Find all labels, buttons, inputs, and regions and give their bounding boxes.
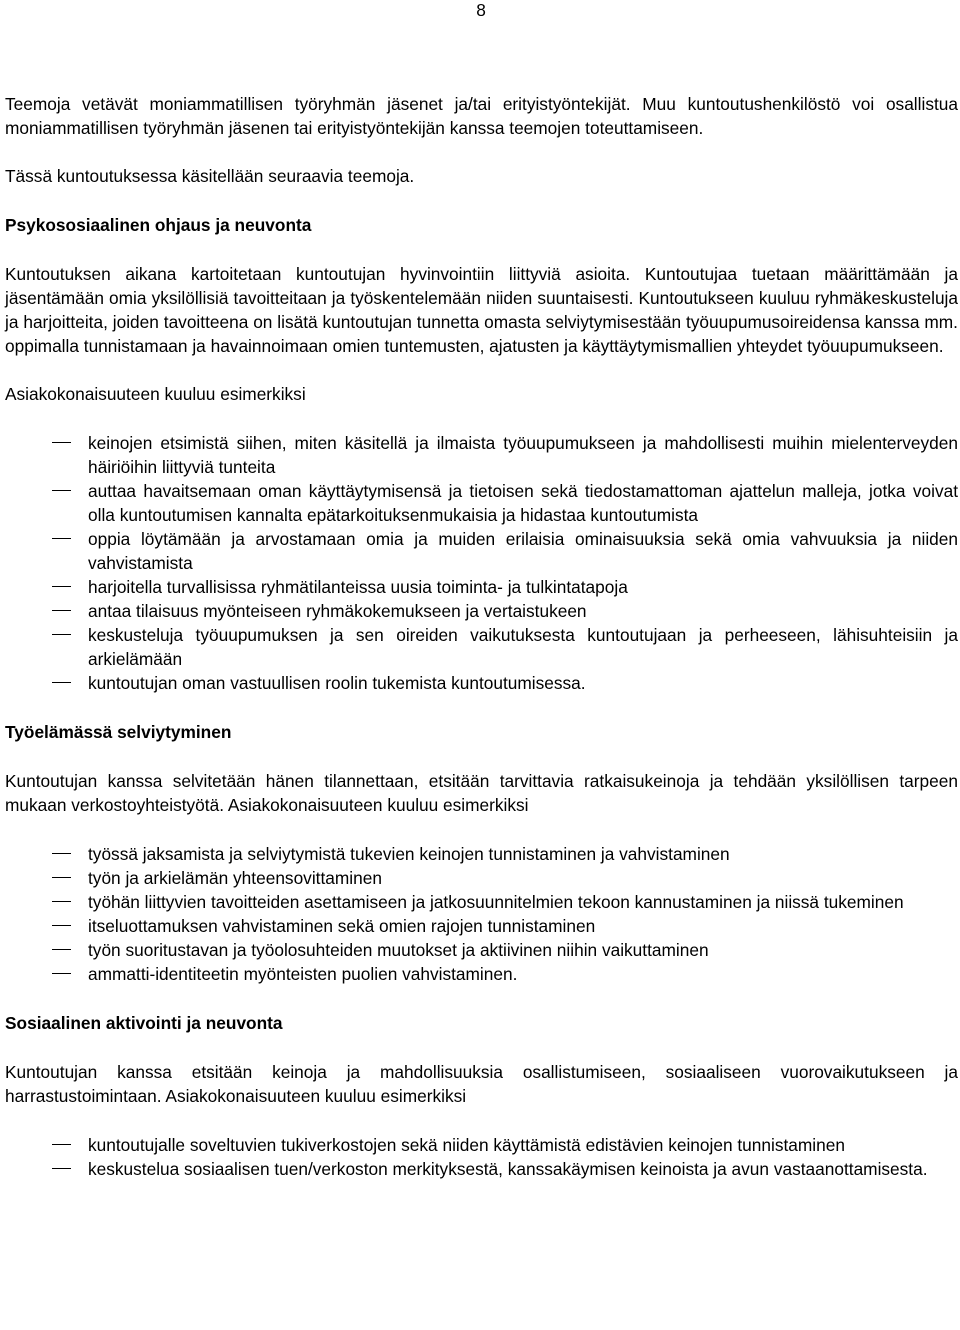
page-content	[5, 92, 958, 1181]
dash-bullet	[52, 490, 71, 491]
dash-bullet	[52, 949, 71, 950]
dash-bullet	[52, 1168, 71, 1169]
list-item: keinojen etsimistä siihen, miten käsitellä ja ilmaista työuupumukseen ja mahdollisesti muihin mielenterveyden häiriöihin liittyviä tunteita	[5, 431, 958, 479]
list-item: oppia löytämään ja arvostamaan omia ja muiden erilaisia ominaisuuksia sekä omia vahvuuksia ja niiden vahvistamista	[5, 527, 958, 575]
list-item: työssä jaksamista ja selviytymistä tukevien keinojen tunnistaminen ja vahvistaminen	[5, 842, 958, 866]
intro-paragraph: Tässä kuntoutuksessa käsitellään seuraavia teemoja.	[5, 166, 415, 186]
intro-paragraph: Teemoja vetävät moniammatillisen työryhmän jäsenet ja/tai erityistyöntekijät. Muu kuntoutushenkilöstö voi osallistua moniammatillisen työryhmän jäsenen tai erityistyöntekijän kanssa teemojen toteuttamiseen.	[5, 94, 958, 138]
list-item: keskusteluja työuupumuksen ja sen oireiden vaikutuksesta kuntoutujaan ja perheeseen, lähisuhteisiin ja arkielämään	[5, 623, 958, 671]
list-item: työn suoritustavan ja työolosuhteiden muutokset ja aktiivinen niihin vaikuttaminen	[5, 938, 958, 962]
section-body: Kuntoutujan kanssa selvitetään hänen tilannettaan, etsitään tarvittavia ratkaisukeinoja ja tehdään yksilöllisen tarpeen mukaan verkostoyhteistyötä. Asiakokonaisuuteen kuuluu esimerkiksi	[5, 771, 958, 815]
examples-intro: Asiakokonaisuuteen kuuluu esimerkiksi	[5, 384, 306, 404]
dash-bullet	[52, 682, 71, 683]
bullet-list	[5, 842, 958, 986]
section-body: Kuntoutuksen aikana kartoitetaan kuntoutujan hyvinvointiin liittyviä asioita. Kuntoutujaa tuetaan määrittämään ja jäsentämään omia yksilöllisiä tavoitteitaan ja työskentelemään niiden suuntaisesti. Kuntoutukseen kuuluu ryhmäkeskusteluja ja harjoitteita, joiden tavoitteena on lisätä kuntoutujan tunnetta omasta selviytymisestään työuupumusoireidensa kanssa mm. oppimalla tunnistamaan ja havainnoimaan omien tuntemusten, ajatusten ja käyttäytymismallien yhteydet työuupumukseen.	[5, 264, 958, 356]
dash-bullet	[52, 586, 71, 587]
dash-bullet	[52, 1144, 71, 1145]
dash-bullet	[52, 877, 71, 878]
dash-bullet	[52, 853, 71, 854]
dash-bullet	[52, 538, 71, 539]
dash-bullet	[52, 442, 71, 443]
list-item: kuntoutujan oman vastuullisen roolin tukemista kuntoutumisessa.	[5, 671, 958, 695]
list-item: itseluottamuksen vahvistaminen sekä omien rajojen tunnistaminen	[5, 914, 958, 938]
bullet-list	[5, 1133, 958, 1181]
list-item: ammatti-identiteetin myönteisten puolien vahvistaminen.	[5, 962, 958, 986]
list-item: antaa tilaisuus myönteiseen ryhmäkokemukseen ja vertaistukeen	[5, 599, 958, 623]
list-item: keskustelua sosiaalisen tuen/verkoston merkityksestä, kanssakäymisen keinoista ja avun vastaanottamisesta.	[5, 1157, 958, 1181]
list-item: työhän liittyvien tavoitteiden asettamiseen ja jatkosuunnitelmien tekoon kannustaminen ja niissä tukeminen	[5, 890, 958, 914]
page-number: 8	[476, 0, 486, 20]
dash-bullet	[52, 973, 71, 974]
list-item: auttaa havaitsemaan oman käyttäytymisensä ja tietoisen sekä tiedostamattoman ajattelun malleja, jotka voivat olla kuntoutumisen kannalta epätarkoituksenmukaisia ja hidastaa kuntoutumista	[5, 479, 958, 527]
list-item: harjoitella turvallisissa ryhmätilanteissa uusia toiminta- ja tulkintatapoja	[5, 575, 958, 599]
list-item: kuntoutujalle soveltuvien tukiverkostojen sekä niiden käyttämistä edistävien keinojen tunnistaminen	[5, 1133, 958, 1157]
dash-bullet	[52, 925, 71, 926]
dash-bullet	[52, 901, 71, 902]
section-heading: Psykososiaalinen ohjaus ja neuvonta	[5, 215, 312, 235]
section-body: Kuntoutujan kanssa etsitään keinoja ja mahdollisuuksia osallistumiseen, sosiaaliseen vuorovaikutukseen ja harrastustoimintaan. Asiakokonaisuuteen kuuluu esimerkiksi	[5, 1062, 958, 1106]
bullet-list	[5, 431, 958, 695]
dash-bullet	[52, 634, 71, 635]
section-heading: Työelämässä selviytyminen	[5, 722, 232, 742]
dash-bullet	[52, 610, 71, 611]
section-heading: Sosiaalinen aktivointi ja neuvonta	[5, 1013, 283, 1033]
list-item: työn ja arkielämän yhteensovittaminen	[5, 866, 958, 890]
